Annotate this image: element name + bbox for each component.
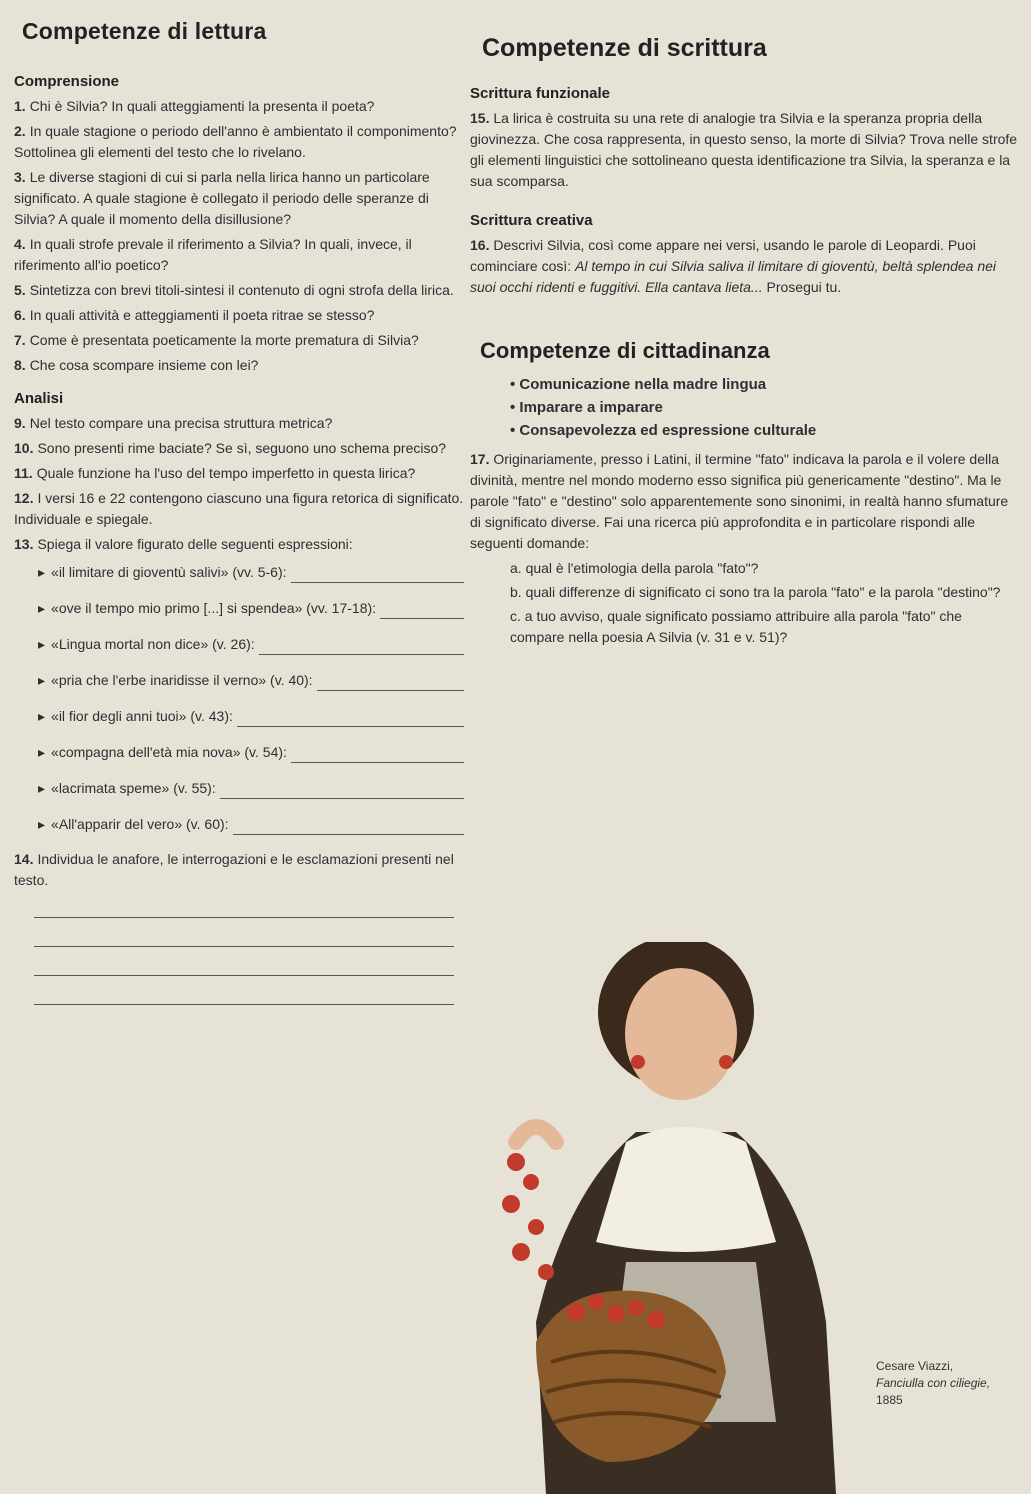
question-text: In quali strofe prevale il riferimento a Silvia? In quali, invece, il riferimento all'io poetico?: [14, 236, 412, 273]
caption-author: Cesare Viazzi,: [876, 1359, 954, 1373]
expression-item: [38, 561, 464, 583]
question-17-subitem: b. quali differenze di significato ci sono tra la parola "fato" e la parola "destino"?: [510, 584, 1001, 600]
question-text: Che cosa scompare insieme con lei?: [29, 357, 259, 373]
expression-item: [38, 705, 464, 727]
answer-line[interactable]: [317, 676, 464, 691]
question-17-subitem: a. qual è l'etimologia della parola "fato"?: [510, 560, 759, 576]
answer-line[interactable]: [291, 568, 464, 583]
caption-title: Fanciulla con ciliegie,: [876, 1376, 991, 1390]
competence-item: [510, 399, 1018, 416]
question-number: 13.: [14, 536, 34, 552]
question-item: [14, 330, 464, 351]
bullet-icon: ▸: [38, 744, 46, 760]
expression-text: «ove il tempo mio primo [...] si spendea» (vv. 17-18):: [51, 600, 377, 616]
expression-item: [38, 633, 464, 655]
expression-item: [38, 597, 464, 619]
competence-text: Consapevolezza ed espressione culturale: [519, 422, 817, 439]
bullet-icon: •: [510, 376, 520, 393]
question-item: [14, 167, 464, 230]
question-item: [14, 280, 464, 301]
expression-text: «lacrimata speme» (v. 55):: [51, 780, 216, 796]
bullet-icon: ▸: [38, 564, 46, 580]
left-column: [14, 18, 464, 1011]
question-text: In quali attività e atteggiamenti il poeta ritrae se stesso?: [29, 307, 375, 323]
question-item: [14, 355, 464, 376]
question-number: 15.: [470, 110, 490, 126]
question-number: 1.: [14, 98, 26, 114]
question-text: In quale stagione o periodo dell'anno è ambientato il componimento? Sottolinea gli elementi del testo che lo rivelano.: [14, 123, 457, 160]
answer-line[interactable]: [259, 640, 464, 655]
expression-text: «il limitare di gioventù salivi» (vv. 5-6):: [51, 564, 287, 580]
answer-line[interactable]: [291, 748, 464, 763]
competence-item: [510, 422, 1018, 439]
expression-text: «il fior degli anni tuoi» (v. 43):: [51, 708, 233, 724]
question-number: 10.: [14, 440, 34, 456]
section-title-scrittura: Competenze di scrittura: [482, 34, 767, 62]
question-text: I versi 16 e 22 contengono ciascuno una figura retorica di significato. Individuale e spiegale.: [14, 490, 464, 527]
competence-text: Comunicazione nella madre lingua: [519, 376, 767, 393]
question-text: Sintetizza con brevi titoli-sintesi il contenuto di ogni strofa della lirica.: [29, 282, 454, 298]
question-text: Originariamente, presso i Latini, il termine "fato" indicava la parola e il volere della divinità, mentre nel mondo moderno esso significa più genericamente "destino". Ma le parole "fato" e "destino" solo apparentemente sono sinonimi, in realtà hanno sfumature di significato diverse. Fai una ricerca più approfondita e in particolare rispondi alle seguenti domande:: [470, 451, 1009, 551]
subtitle-comprensione: Comprensione: [14, 73, 120, 90]
question-number: 17.: [470, 451, 490, 467]
section-title-cittadinanza: Competenze di cittadinanza: [480, 338, 770, 363]
question-text: La lirica è costruita su una rete di analogie tra Silvia e la speranza propria della giovinezza. Che cosa rappresenta, in questo senso, la morte di Silvia? Trova nelle strofe gli elementi linguistici che sottolineano questa identificazione tra Silvia, la speranza e la sua scomparsa.: [470, 110, 1018, 189]
question-text: Nel testo compare una precisa struttura metrica?: [29, 415, 333, 431]
question-number: 16.: [470, 237, 490, 253]
expression-item: [38, 741, 464, 763]
question-number: 5.: [14, 282, 26, 298]
bullet-icon: •: [510, 422, 520, 439]
question-text: Quale funzione ha l'uso del tempo imperfetto in questa lirica?: [36, 465, 416, 481]
question-number: 2.: [14, 123, 26, 139]
comprensione-questions: [14, 96, 464, 376]
question-number: 12.: [14, 490, 34, 506]
subtitle-creativa: Scrittura creativa: [470, 212, 593, 229]
answer-line[interactable]: [34, 895, 454, 918]
bullet-icon: ▸: [38, 780, 46, 796]
question-number: 9.: [14, 415, 26, 431]
hint-intro: Puoi cominciare così:: [470, 237, 976, 274]
question-number: 11.: [14, 465, 33, 481]
painting-girl-with-cherries: [476, 942, 866, 1494]
question-number: 7.: [14, 332, 26, 348]
question-text: Sono presenti rime baciate? Se sì, seguono uno schema preciso?: [37, 440, 447, 456]
competences-list: [470, 376, 1018, 439]
question-17: [470, 449, 1018, 554]
caption-year: 1885: [876, 1393, 903, 1407]
hint-end: Prosegui tu.: [766, 279, 842, 295]
question-14: [14, 849, 464, 891]
question-item: [14, 534, 464, 555]
competence-item: [510, 376, 1018, 393]
question-text: Individua le anafore, le interrogazioni e le esclamazioni presenti nel testo.: [14, 851, 454, 888]
question-item: [14, 488, 464, 530]
question-item: [14, 463, 464, 484]
bullet-icon: •: [510, 399, 520, 416]
competence-text: Imparare a imparare: [519, 399, 663, 416]
question-text: Come è presentata poeticamente la morte prematura di Silvia?: [29, 332, 419, 348]
subtitle-analisi: Analisi: [14, 390, 64, 407]
expression-text: «compagna dell'età mia nova» (v. 54):: [51, 744, 287, 760]
answer-line[interactable]: [220, 784, 464, 799]
question-text: Descrivi Silvia, così come appare nei versi, usando le parole di Leopardi.: [493, 237, 944, 253]
bullet-icon: ▸: [38, 672, 46, 688]
hint-italic: Al tempo in cui Silvia saliva il limitare di gioventù, beltà splendea nei suoi occhi ridenti e fuggitivi. Ella cantava lieta...: [470, 258, 997, 295]
answer-line[interactable]: [34, 982, 454, 1005]
painting-caption: [876, 1358, 990, 1409]
question-number: 6.: [14, 307, 26, 323]
question-17-subitem: c. a tuo avviso, quale significato possiamo attribuire alla parola "fato" che compare nella poesia A Silvia (v. 31 e v. 51)?: [510, 608, 962, 645]
answer-line[interactable]: [34, 953, 454, 976]
question-16: [470, 235, 1018, 298]
bullet-icon: ▸: [38, 816, 46, 832]
expression-item: [38, 669, 464, 691]
question-text: Spiega il valore figurato delle seguenti espressioni:: [37, 536, 353, 552]
question-number: 3.: [14, 169, 26, 185]
question-item: [14, 413, 464, 434]
question-15: [470, 108, 1018, 192]
answer-line[interactable]: [34, 924, 454, 947]
question-number: 14.: [14, 851, 34, 867]
section-title-lettura: Competenze di lettura: [22, 18, 267, 44]
question-text: Chi è Silvia? In quali atteggiamenti la presenta il poeta?: [29, 98, 375, 114]
question-item: [14, 305, 464, 326]
expression-item: [38, 777, 464, 799]
answer-line[interactable]: [233, 820, 464, 835]
expression-item: [38, 813, 464, 835]
bullet-icon: ▸: [38, 600, 46, 616]
question-text: Le diverse stagioni di cui si parla nella lirica hanno un particolare significato. A quale stagione è collegato il periodo delle speranze di Silvia? A quale il momento della disillusione?: [14, 169, 430, 227]
right-column: [470, 34, 1018, 651]
question-item: [14, 121, 464, 163]
question-number: 8.: [14, 357, 26, 373]
question-item: [14, 234, 464, 276]
subtitle-funzionale: Scrittura funzionale: [470, 85, 611, 102]
expressions-list: [14, 561, 464, 835]
analisi-questions: [14, 413, 464, 555]
bullet-icon: ▸: [38, 708, 46, 724]
expression-text: «Lingua mortal non dice» (v. 26):: [51, 636, 255, 652]
question-item: [14, 438, 464, 459]
bullet-icon: ▸: [38, 636, 46, 652]
answer-line[interactable]: [380, 604, 464, 619]
question-item: [14, 96, 464, 117]
answer-line[interactable]: [237, 712, 464, 727]
question-17-items: [470, 558, 1018, 648]
question-number: 4.: [14, 236, 26, 252]
expression-text: «All'apparir del vero» (v. 60):: [51, 816, 229, 832]
expression-text: «pria che l'erbe inaridisse il verno» (v. 40):: [51, 672, 313, 688]
